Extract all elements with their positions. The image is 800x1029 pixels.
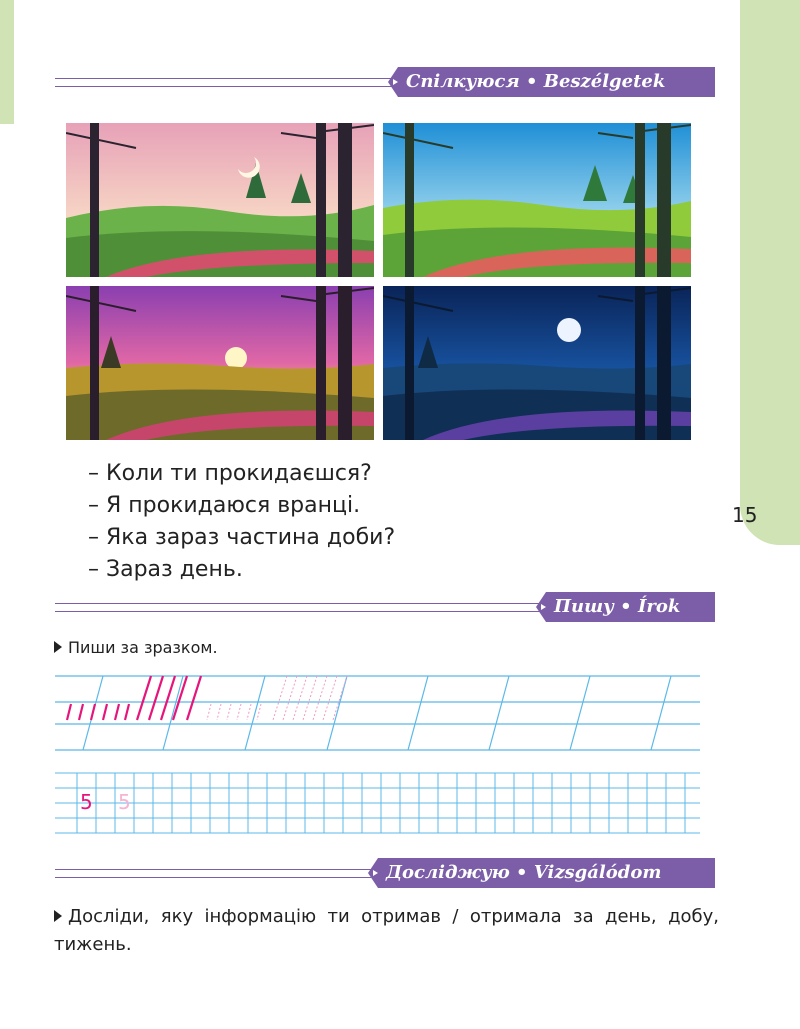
- section-header-explore: [378, 858, 715, 888]
- dialog-list: [88, 458, 395, 586]
- dialog-line: – Зараз день.: [88, 557, 243, 582]
- dialog-line: – Яка зараз частина доби?: [88, 525, 396, 550]
- bullet-triangle-icon: [54, 910, 62, 922]
- section-header-explore-label: Досліджую • Vizsgálódom: [386, 862, 662, 883]
- evening-landscape-image: [66, 286, 374, 440]
- section-header-speak: [398, 67, 715, 97]
- left-margin-tab: [0, 0, 14, 124]
- write-instruction-text: Пиши за зразком.: [68, 638, 218, 657]
- trace-strokes: [207, 676, 347, 720]
- dialog-line: – Коли ти прокидаєшся?: [88, 461, 372, 486]
- write-instruction: [54, 638, 218, 657]
- digit-sample: 5: [80, 790, 93, 814]
- night-landscape-image: [383, 286, 691, 440]
- page-number: 15: [732, 503, 758, 527]
- explore-instruction: [54, 903, 719, 959]
- dialog-line: – Я прокидаюся вранці.: [88, 493, 361, 518]
- section-header-speak-label: Спілкуюся • Beszélgetek: [406, 71, 666, 92]
- morning-landscape-image: [66, 123, 374, 277]
- digit-trace: 5: [118, 790, 131, 814]
- right-margin-tab: [740, 0, 800, 545]
- explore-instruction-text: Досліди, яку інформацію ти отримав / отримала за день, добу, тижень.: [54, 906, 719, 955]
- section-header-rule-speak: [55, 78, 395, 87]
- day-landscape-image: [383, 123, 691, 277]
- section-header-rule-explore: [55, 869, 371, 878]
- slanted-writing-lines: [55, 672, 700, 752]
- section-header-write-label: Пишу • Írok: [554, 596, 681, 617]
- bullet-triangle-icon: [54, 641, 62, 653]
- section-header-rule-write: [55, 603, 540, 612]
- section-header-write: [546, 592, 715, 622]
- digit-grid: [55, 772, 700, 834]
